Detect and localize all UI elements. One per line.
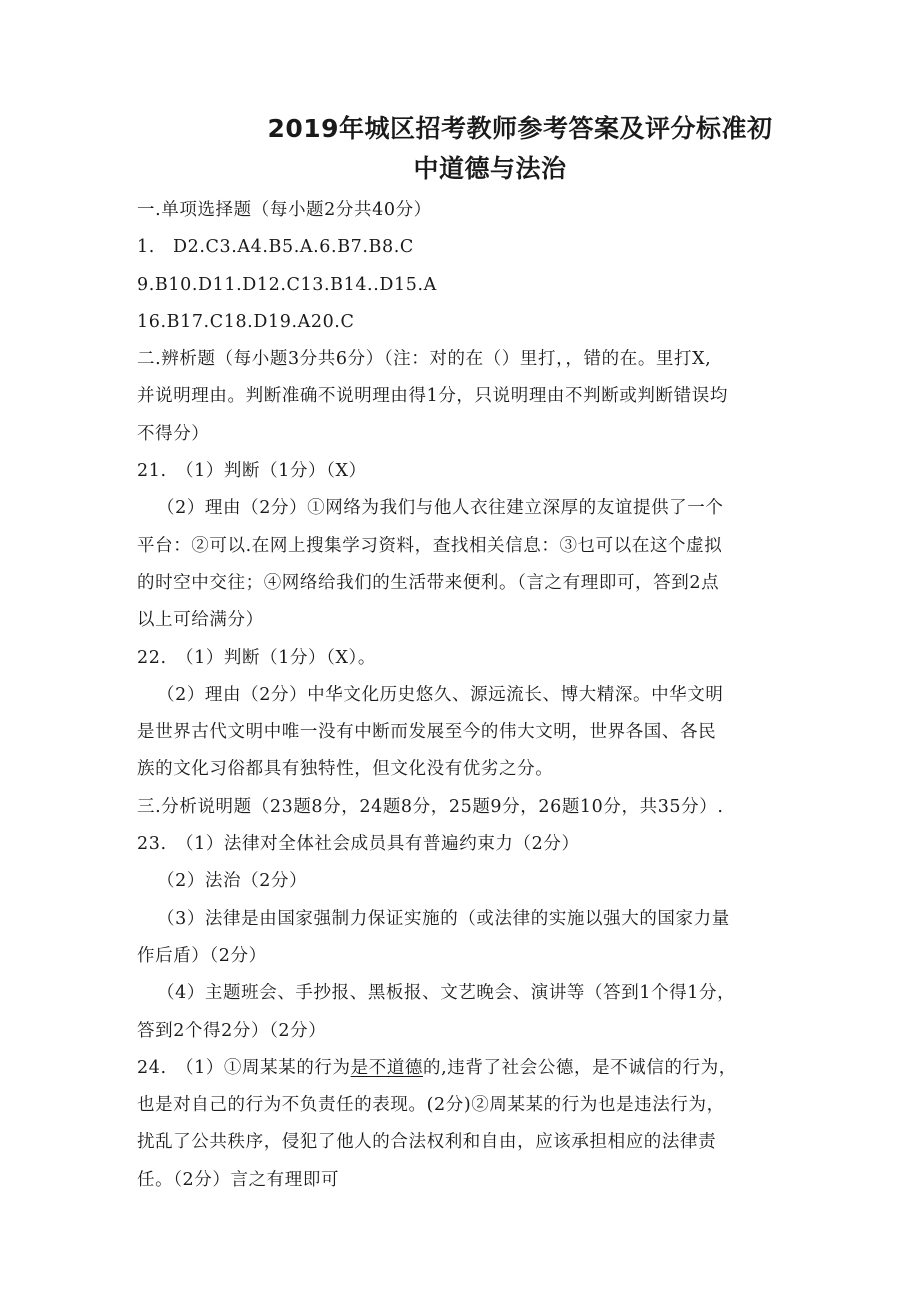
text-line: 也是对自己的行为不负责任的表现。(2分)②周某某的行为也是违法行为，: [137, 1095, 725, 1116]
text-line: （2）法治（2分）: [157, 871, 308, 892]
text-line: 并说明理由。判断准确不说明理由得1分，只说明理由不判断或判断错误均: [137, 386, 728, 407]
text-line: 三.分析说明题（23题8分，24题8分，25题9分，26题10分，共35分）.: [137, 796, 724, 817]
text-line: 平台：②可以.在网上搜集学习资料，查找相关信息：③乜可以在这个虚拟: [137, 535, 723, 556]
answer-body: [137, 192, 787, 1199]
text-line: 任。（2分）言之有理即可: [137, 1169, 340, 1190]
text-line: 9.B10.D11.D12.C13.B14..D15.A: [137, 274, 437, 295]
text-line: （3）法律是由国家强制力保证实施的（或法律的实施以强大的国家力量: [157, 908, 730, 929]
text-line: 二.辨析题（每小题3分共6分）（注：对的在（）里打，，错的在。里打X,: [137, 349, 712, 370]
text-line: 16.B17.C18.D19.A20.C: [137, 311, 355, 332]
text-line: 以上可给满分）: [137, 610, 264, 631]
text-line: [137, 1050, 787, 1087]
text-line: 一.单项选择题（每小题2分共40分）: [137, 200, 432, 220]
text-line: （2）理由（2分）中华文化历史悠久、源远流长、博大精深。中华文明: [157, 684, 724, 705]
text-line: 23. （1）法律对全体社会成员具有普遍约束力（2分）: [137, 834, 580, 855]
text-line: 不得分）: [137, 423, 210, 444]
text-line: 22. （1）判断（1分）（X）。: [137, 647, 377, 668]
text-line: 族的文化习俗都具有独特性，但文化没有优劣之分。: [137, 759, 554, 780]
document-title-line-2: 中道德与法治: [413, 154, 567, 183]
text-line: 扰乱了公共秩序，侵犯了他人的合法权利和自由，应该承担相应的法律责: [137, 1132, 717, 1153]
text-line: 是世界古代文明中唯一没有中断而发展至今的伟大文明，世界各国、各民: [137, 722, 717, 743]
text-line: 答到2个得2分）（2分）: [137, 1020, 327, 1041]
document-title-line-1: 2019年城区招考教师参考答案及评分标准初: [267, 114, 773, 143]
underlined-text: 是不道德: [350, 1057, 424, 1078]
text-span: 24. （1）①周某某的行为: [137, 1057, 351, 1078]
text-line: 作后盾）（2分）: [137, 945, 267, 966]
text-line: 1. D2.C3.A4.B5.A.6.B7.B8.C: [137, 237, 414, 258]
text-line: 的时空中交往；④网络给我们的生活带来便利。（言之有理即可，答到2点: [137, 572, 720, 593]
text-span: 的,违背了社会公德，是不诚信的行为，: [423, 1057, 737, 1078]
text-line: （4）主题班会、手抄报、黑板报、文艺晚会、演讲等（答到1个得1分，: [157, 983, 736, 1004]
text-line: （2）理由（2分）①网络为我们与他人衣往建立深厚的友谊提供了一个: [157, 498, 724, 519]
text-line: 21. （1）判断（1分）（X）: [137, 461, 367, 482]
